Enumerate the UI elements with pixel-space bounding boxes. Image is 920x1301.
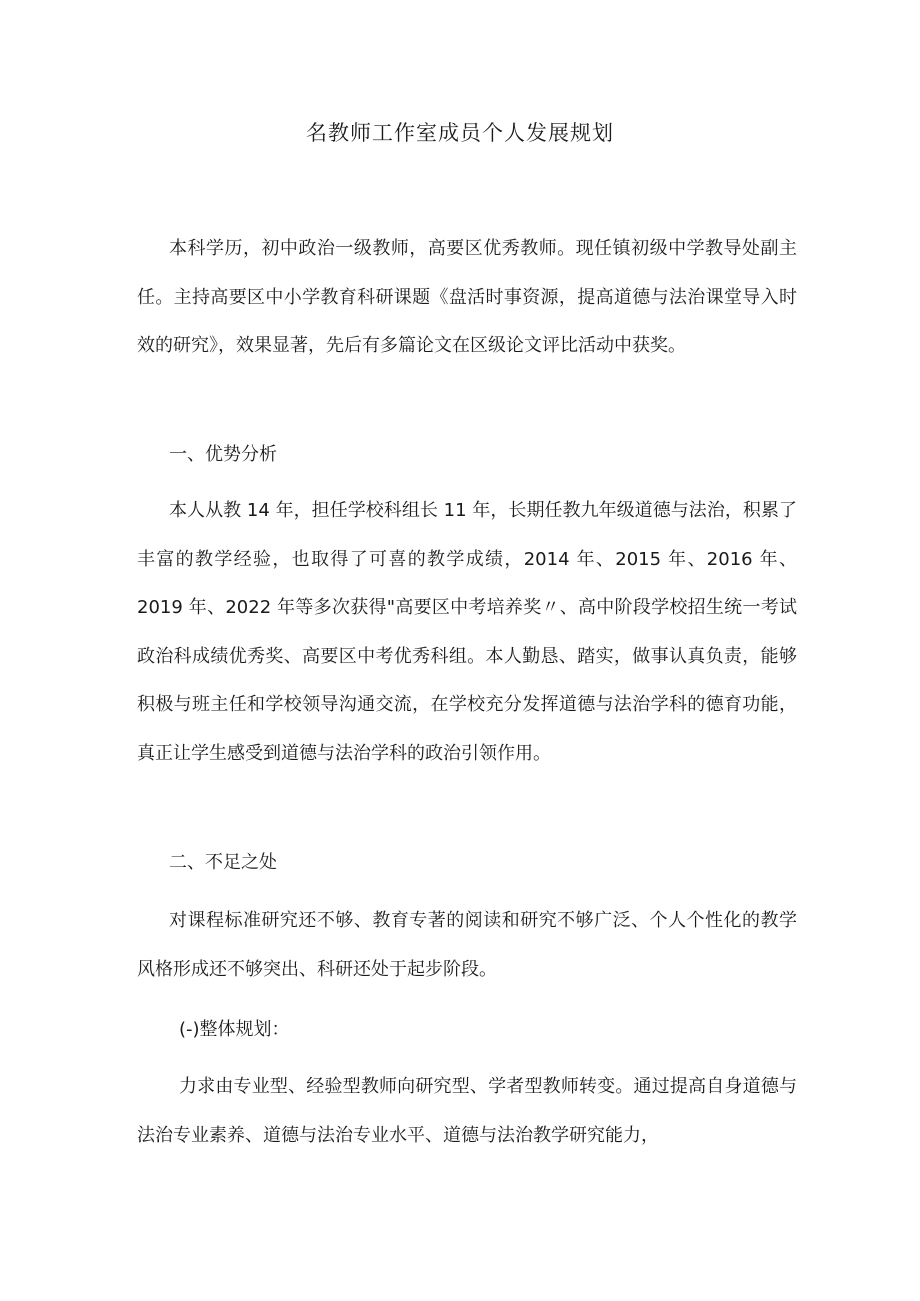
section-body-weaknesses: 对课程标准研究还不够、教育专著的阅读和研究不够广泛、个人个性化的教学风格形成还不够突出、科研还处于起步阶段。 — [137, 910, 797, 980]
section-body-overall-plan: 力求由专业型、经验型教师向研究型、学者型教师转变。通过提高自身道德与法治专业素养、道德与法治专业水平、道德与法治教学研究能力， — [137, 1076, 797, 1146]
section-heading-strengths: 一、优势分析 — [169, 444, 277, 465]
section-body-strengths: 本人从教 14 年，担任学校科组长 11 年，长期任教九年级道德与法治，积累了丰富的教学经验，也取得了可喜的教学成绩，2014 年、2015 年、2016 年、2019 年、2022 年等多次获得"高要区中考培养奖〃、高中阶段学校招生统一考试政治科成绩优秀奖、高要区中考优秀科组。本人勤恳、踏实，做事认真负责，能够积极与班主任和学校领导沟通交流，在学校充分发挥道德与法治学科的德育功能，真正让学生感受到道德与法治学科的政治引领作用。 — [137, 500, 797, 764]
section-heading-overall-plan: (-)整体规划： — [179, 1019, 290, 1040]
page-title: 名教师工作室成员个人发展规划 — [306, 121, 614, 145]
section-heading-weaknesses: 二、不足之处 — [169, 852, 277, 873]
intro-paragraph: 本科学历，初中政治一级教师，高要区优秀教师。现任镇初级中学教导处副主任。主持高要区中小学教育科研课题《盘活时事资源，提高道德与法治课堂导入时效的研究》，效果显著，先后有多篇论文在区级论文评比活动中获奖。 — [137, 238, 797, 356]
